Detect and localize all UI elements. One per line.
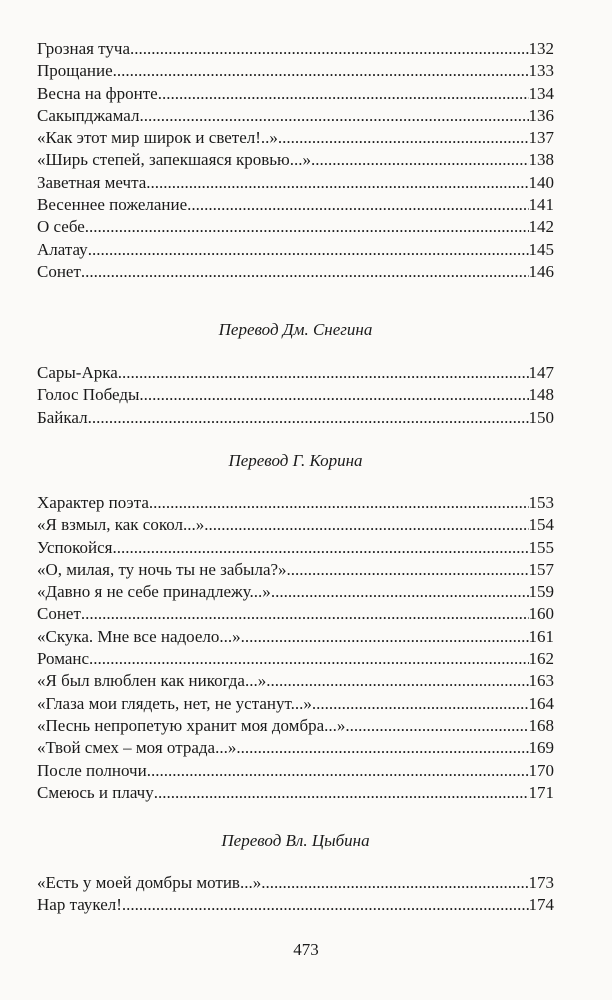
entry-page: 136 <box>528 105 554 125</box>
entry-page: 137 <box>528 128 554 148</box>
entry-page: 159 <box>528 582 554 602</box>
entry-title: «Глаза мои глядеть, нет, не устанут...» <box>37 693 312 713</box>
entry-title: «Я был влюблен как никогда...» <box>37 671 267 691</box>
toc-entry <box>37 559 554 581</box>
leader-dots <box>113 60 529 82</box>
entry-title: «Как этот мир широк и светел!..» <box>37 128 278 148</box>
entry-title: Алатау <box>37 239 88 259</box>
toc-entry <box>37 760 554 782</box>
toc-section-1 <box>37 38 554 283</box>
leader-dots <box>149 492 529 514</box>
leader-dots <box>287 559 529 581</box>
toc-entry <box>37 626 554 648</box>
toc-entry <box>37 894 554 916</box>
toc-entry <box>37 38 554 60</box>
entry-title: «О, милая, ту ночь ты не забыла?» <box>37 559 287 579</box>
entry-page: 164 <box>528 693 554 713</box>
entry-title: «Я взмыл, как сокол...» <box>37 515 205 535</box>
toc-entry <box>37 581 554 603</box>
toc-entry <box>37 737 554 759</box>
entry-title: «Твой смех – моя отрада...» <box>37 738 237 758</box>
leader-dots <box>312 693 529 715</box>
entry-title: «Скука. Мне все надоело...» <box>37 626 241 646</box>
entry-title: Сонет <box>37 261 81 281</box>
leader-dots <box>118 362 529 384</box>
toc-section-2 <box>37 362 554 429</box>
translator-heading: Перевод Г. Корина <box>228 451 363 470</box>
entry-page: 170 <box>528 760 554 780</box>
toc-entry <box>37 782 554 804</box>
leader-dots <box>154 782 529 804</box>
leader-dots <box>139 384 528 406</box>
entry-title: Весна на фронте <box>37 83 158 103</box>
toc-entry <box>37 384 554 406</box>
translator-heading: Перевод Вл. Цыбина <box>221 831 370 850</box>
entry-title: Сонет <box>37 604 81 624</box>
leader-dots <box>187 194 528 216</box>
leader-dots <box>236 737 528 759</box>
leader-dots <box>88 239 529 261</box>
page-number: 473 <box>293 940 319 959</box>
entry-page: 161 <box>528 626 554 646</box>
entry-page: 160 <box>528 604 554 624</box>
entry-page: 145 <box>528 239 554 259</box>
entry-title: После полночи <box>37 760 147 780</box>
entry-title: Смеюсь и плачу <box>37 782 154 802</box>
entry-title: Сары-Арка <box>37 363 118 382</box>
entry-title: «Давно я не себе принадлежу...» <box>37 582 271 602</box>
entry-page: 162 <box>528 649 554 669</box>
entry-title: Прощание <box>37 61 113 81</box>
translator-heading: Перевод Дм. Снегина <box>218 320 373 339</box>
toc-entry <box>37 194 554 216</box>
entry-title: Сакыпджамал <box>37 105 140 125</box>
toc-entry <box>37 127 554 149</box>
toc-entry <box>37 648 554 670</box>
toc-entry <box>37 105 554 127</box>
leader-dots <box>147 760 529 782</box>
entry-page: 134 <box>528 83 554 103</box>
entry-page: 132 <box>528 39 554 58</box>
entry-page: 150 <box>528 407 554 427</box>
entry-page: 141 <box>528 195 554 215</box>
leader-dots <box>271 581 529 603</box>
entry-page: 148 <box>528 385 554 405</box>
leader-dots <box>130 38 529 60</box>
entry-page: 147 <box>528 363 554 382</box>
entry-page: 174 <box>528 895 554 915</box>
entry-title: Характер поэта <box>37 493 149 512</box>
toc-entry <box>37 715 554 737</box>
toc-entry <box>37 83 554 105</box>
entry-page: 154 <box>528 515 554 535</box>
entry-page: 140 <box>528 172 554 192</box>
leader-dots <box>81 261 529 283</box>
entry-title: «Песнь непропетую хранит моя домбра...» <box>37 715 346 735</box>
leader-dots <box>88 407 529 429</box>
toc-entry <box>37 362 554 384</box>
leader-dots <box>139 105 528 127</box>
entry-title: Грозная туча <box>37 39 130 58</box>
leader-dots <box>311 149 528 171</box>
leader-dots <box>122 894 529 916</box>
leader-dots <box>81 603 529 625</box>
entry-title: Заветная мечта <box>37 172 147 192</box>
toc-entry <box>37 693 554 715</box>
leader-dots <box>85 216 529 238</box>
entry-title: «Ширь степей, запекшаяся кровью...» <box>37 150 312 170</box>
toc-entry <box>37 670 554 692</box>
leader-dots <box>204 514 528 536</box>
toc-entry <box>37 172 554 194</box>
entry-page: 155 <box>528 537 554 557</box>
toc-entry <box>37 603 554 625</box>
toc-entry <box>37 60 554 82</box>
entry-page: 163 <box>528 671 554 691</box>
entry-title: Нар таукел! <box>37 895 122 915</box>
toc-entry <box>37 514 554 536</box>
entry-title: Голос Победы <box>37 385 140 405</box>
toc-entry <box>37 261 554 283</box>
toc-entry <box>37 239 554 261</box>
entry-page: 133 <box>528 61 554 81</box>
leader-dots <box>158 83 529 105</box>
toc-entry <box>37 872 554 894</box>
toc-entry <box>37 149 554 171</box>
entry-page: 173 <box>528 873 554 892</box>
toc-section-3 <box>37 492 554 804</box>
entry-page: 153 <box>528 493 554 512</box>
toc-entry <box>37 537 554 559</box>
entry-title: Романс <box>37 649 90 669</box>
entry-page: 146 <box>528 261 554 281</box>
leader-dots <box>278 127 529 149</box>
entry-title: О себе <box>37 217 85 237</box>
entry-title: Весеннее пожелание <box>37 195 188 215</box>
entry-title: Успокойся <box>37 537 113 557</box>
toc-section-4 <box>37 872 554 917</box>
entry-page: 171 <box>528 782 554 802</box>
leader-dots <box>89 648 528 670</box>
leader-dots <box>241 626 529 648</box>
toc-entry <box>37 407 554 429</box>
toc-entry <box>37 216 554 238</box>
entry-page: 157 <box>528 559 554 579</box>
leader-dots <box>113 537 529 559</box>
entry-page: 138 <box>528 150 554 170</box>
entry-title: Байкал <box>37 407 88 427</box>
leader-dots <box>345 715 528 737</box>
entry-page: 168 <box>528 715 554 735</box>
leader-dots <box>261 872 528 894</box>
entry-title: «Есть у моей домбры мотив...» <box>37 873 262 892</box>
toc-entry <box>37 492 554 514</box>
entry-page: 169 <box>528 738 554 758</box>
leader-dots <box>266 670 528 692</box>
leader-dots <box>146 172 528 194</box>
entry-page: 142 <box>528 217 554 237</box>
